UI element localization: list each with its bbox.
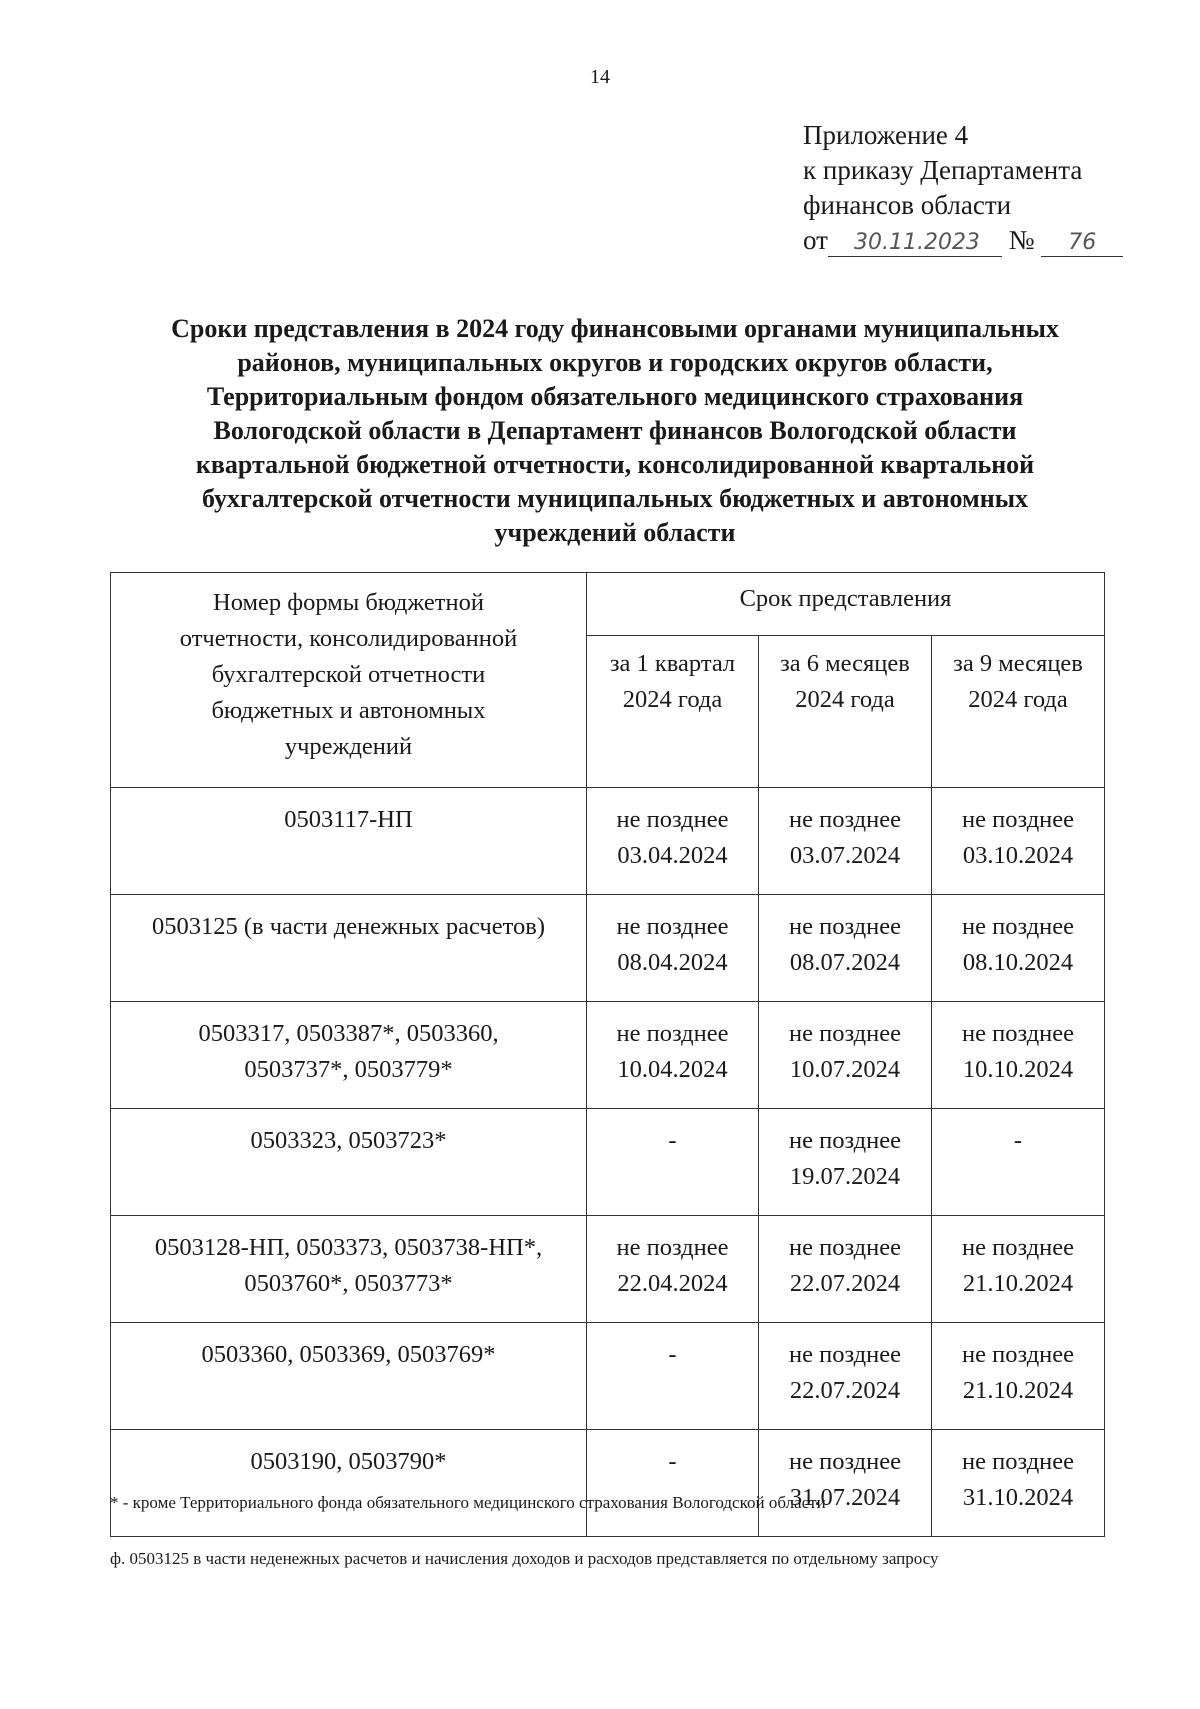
table-row (111, 1002, 1105, 1109)
form-number-cell (111, 1430, 587, 1537)
deadline-date: 03.10.2024 (962, 842, 1074, 869)
form-number: 0503360, 0503369, 0503769* (201, 1341, 496, 1368)
deadline-date: 21.10.2024 (962, 1270, 1074, 1297)
deadline-cell-9m (932, 895, 1105, 1002)
header-form-line: Номер формы бюджетной (213, 589, 484, 616)
page-number: 14 (590, 66, 610, 88)
form-number-cell (111, 895, 587, 1002)
period-year: 2024 года (968, 686, 1068, 713)
title-line: Вологодской области в Департамент финансов Вологодской области (213, 416, 1017, 445)
deadline-cell-6m (759, 895, 932, 1002)
footnote-form-0503125: ф. 0503125 в части неденежных расчетов и начисления доходов и расходов представляется по отдельному запросу (110, 1549, 939, 1568)
deadline-cell-9m (932, 1323, 1105, 1430)
deadline-cell-6m (759, 1430, 932, 1537)
deadline-dash: - (668, 1448, 677, 1475)
deadline-cell-6m (759, 1323, 932, 1430)
deadline-cell-q1 (587, 1323, 759, 1430)
form-number: 0503317, 0503387*, 0503360, (198, 1020, 499, 1047)
header-period-9m (932, 636, 1105, 788)
deadline-date: 10.07.2024 (789, 1056, 901, 1083)
deadline-text: не позднее (788, 1448, 902, 1475)
deadline-date: 21.10.2024 (962, 1377, 1074, 1404)
deadline-date: 08.04.2024 (617, 949, 728, 976)
deadline-text: не позднее (961, 1234, 1075, 1261)
header-submission-term: Срок представления (587, 573, 1105, 636)
date-prefix: от (803, 225, 828, 255)
deadline-dash: - (668, 1127, 677, 1154)
title-line: квартальной бюджетной отчетности, консолидированной квартальной (195, 450, 1035, 479)
form-number: 0503125 (в части денежных расчетов) (151, 913, 545, 940)
period-year: 2024 года (622, 686, 723, 713)
header-form-line: бюджетных и автономных (211, 697, 486, 724)
deadline-text: не позднее (961, 1020, 1075, 1047)
table-row (111, 1430, 1105, 1537)
deadline-text: не позднее (788, 1234, 902, 1261)
deadlines-table (110, 572, 1105, 1537)
header-form-line: учреждений (284, 733, 413, 760)
form-number-cell (111, 1323, 587, 1430)
deadline-cell-q1 (587, 788, 759, 895)
appendix-line-2: к приказу Департамента (803, 155, 1083, 185)
table-header-row (111, 573, 1105, 636)
deadline-cell-q1 (587, 1430, 759, 1537)
deadline-text: не позднее (788, 1341, 902, 1368)
deadline-cell-6m (759, 1109, 932, 1216)
period-label: за 9 месяцев (953, 650, 1083, 677)
appendix-date-line (803, 223, 1123, 258)
appendix-line-1: Приложение 4 (803, 120, 969, 150)
header-form-number (111, 573, 587, 788)
deadline-cell-q1 (587, 1216, 759, 1323)
header-period-6m (759, 636, 932, 788)
deadline-text: не позднее (961, 806, 1075, 833)
document-title (110, 312, 1120, 550)
form-number-cell (111, 1216, 587, 1323)
deadline-date: 22.07.2024 (789, 1377, 901, 1404)
deadline-text: не позднее (788, 1020, 902, 1047)
period-label: за 6 месяцев (780, 650, 910, 677)
period-year: 2024 года (795, 686, 895, 713)
form-number: 0503760*, 0503773* (244, 1270, 453, 1297)
deadline-dash: - (1013, 1127, 1023, 1154)
title-line: Территориальным фондом обязательного медицинского страхования (206, 382, 1024, 411)
header-form-line: бухгалтерской отчетности (211, 661, 486, 688)
title-line: бухгалтерской отчетности муниципальных бюджетных и автономных (201, 484, 1029, 513)
deadline-text: не позднее (616, 1234, 729, 1261)
deadline-text: не позднее (616, 913, 729, 940)
deadline-cell-9m (932, 1109, 1105, 1216)
deadline-cell-6m (759, 1216, 932, 1323)
deadline-date: 10.04.2024 (617, 1056, 728, 1083)
deadline-date: 08.07.2024 (789, 949, 901, 976)
deadline-text: не позднее (788, 913, 902, 940)
period-label: за 1 квартал (609, 650, 736, 677)
title-line: районов, муниципальных округов и городских округов области, (237, 348, 993, 377)
deadline-dash: - (668, 1341, 677, 1368)
deadline-text: не позднее (616, 1020, 729, 1047)
table-row (111, 788, 1105, 895)
deadline-text: не позднее (788, 1127, 902, 1154)
deadline-date: 03.04.2024 (617, 842, 728, 869)
form-number: 0503128-НП, 0503373, 0503738-НП*, (154, 1234, 543, 1261)
deadline-date: 08.10.2024 (962, 949, 1074, 976)
deadline-cell-6m (759, 1002, 932, 1109)
table-row (111, 1109, 1105, 1216)
deadline-cell-9m (932, 1216, 1105, 1323)
title-line: учреждений области (494, 518, 736, 547)
deadline-date: 10.10.2024 (962, 1056, 1074, 1083)
header-period-q1 (587, 636, 759, 788)
appendix-block (803, 118, 1123, 258)
form-number-cell (111, 1002, 587, 1109)
table-row (111, 895, 1105, 1002)
deadline-cell-9m (932, 788, 1105, 895)
deadline-text: не позднее (616, 806, 729, 833)
deadline-text: не позднее (961, 1448, 1075, 1475)
table-row (111, 1216, 1105, 1323)
deadline-cell-q1 (587, 895, 759, 1002)
form-number-cell (111, 1109, 587, 1216)
deadline-cell-q1 (587, 1109, 759, 1216)
appendix-line-3: финансов области (803, 190, 1012, 220)
header-form-line: отчетности, консолидированной (179, 625, 518, 652)
deadline-cell-9m (932, 1002, 1105, 1109)
deadline-cell-9m (932, 1430, 1105, 1537)
handwritten-date: 30.11.2023 (828, 230, 1002, 257)
deadline-date: 22.04.2024 (617, 1270, 728, 1297)
title-line: Сроки представления в 2024 году финансовыми органами муниципальных (171, 314, 1059, 343)
deadline-text: не позднее (961, 1341, 1075, 1368)
deadline-cell-q1 (587, 1002, 759, 1109)
form-number: 0503323, 0503723* (250, 1127, 447, 1154)
form-number-cell (111, 788, 587, 895)
deadline-date: 03.07.2024 (789, 842, 901, 869)
form-number: 0503117-НП (284, 806, 413, 833)
deadline-cell-6m (759, 788, 932, 895)
form-number: 0503190, 0503790* (250, 1448, 447, 1475)
form-number: 0503737*, 0503779* (244, 1056, 453, 1083)
deadline-text: не позднее (788, 806, 902, 833)
deadline-date: 22.07.2024 (789, 1270, 901, 1297)
deadline-date: 19.07.2024 (789, 1163, 901, 1190)
deadline-date: 31.07.2024 (789, 1484, 901, 1511)
deadline-text: не позднее (961, 913, 1075, 940)
footnote-asterisk: * - кроме Территориального фонда обязательного медицинского страхования Вологодской области (110, 1493, 826, 1512)
table-row (111, 1323, 1105, 1430)
handwritten-number: 76 (1041, 230, 1123, 257)
number-prefix: № (1008, 225, 1035, 255)
deadline-date: 31.10.2024 (962, 1484, 1074, 1511)
